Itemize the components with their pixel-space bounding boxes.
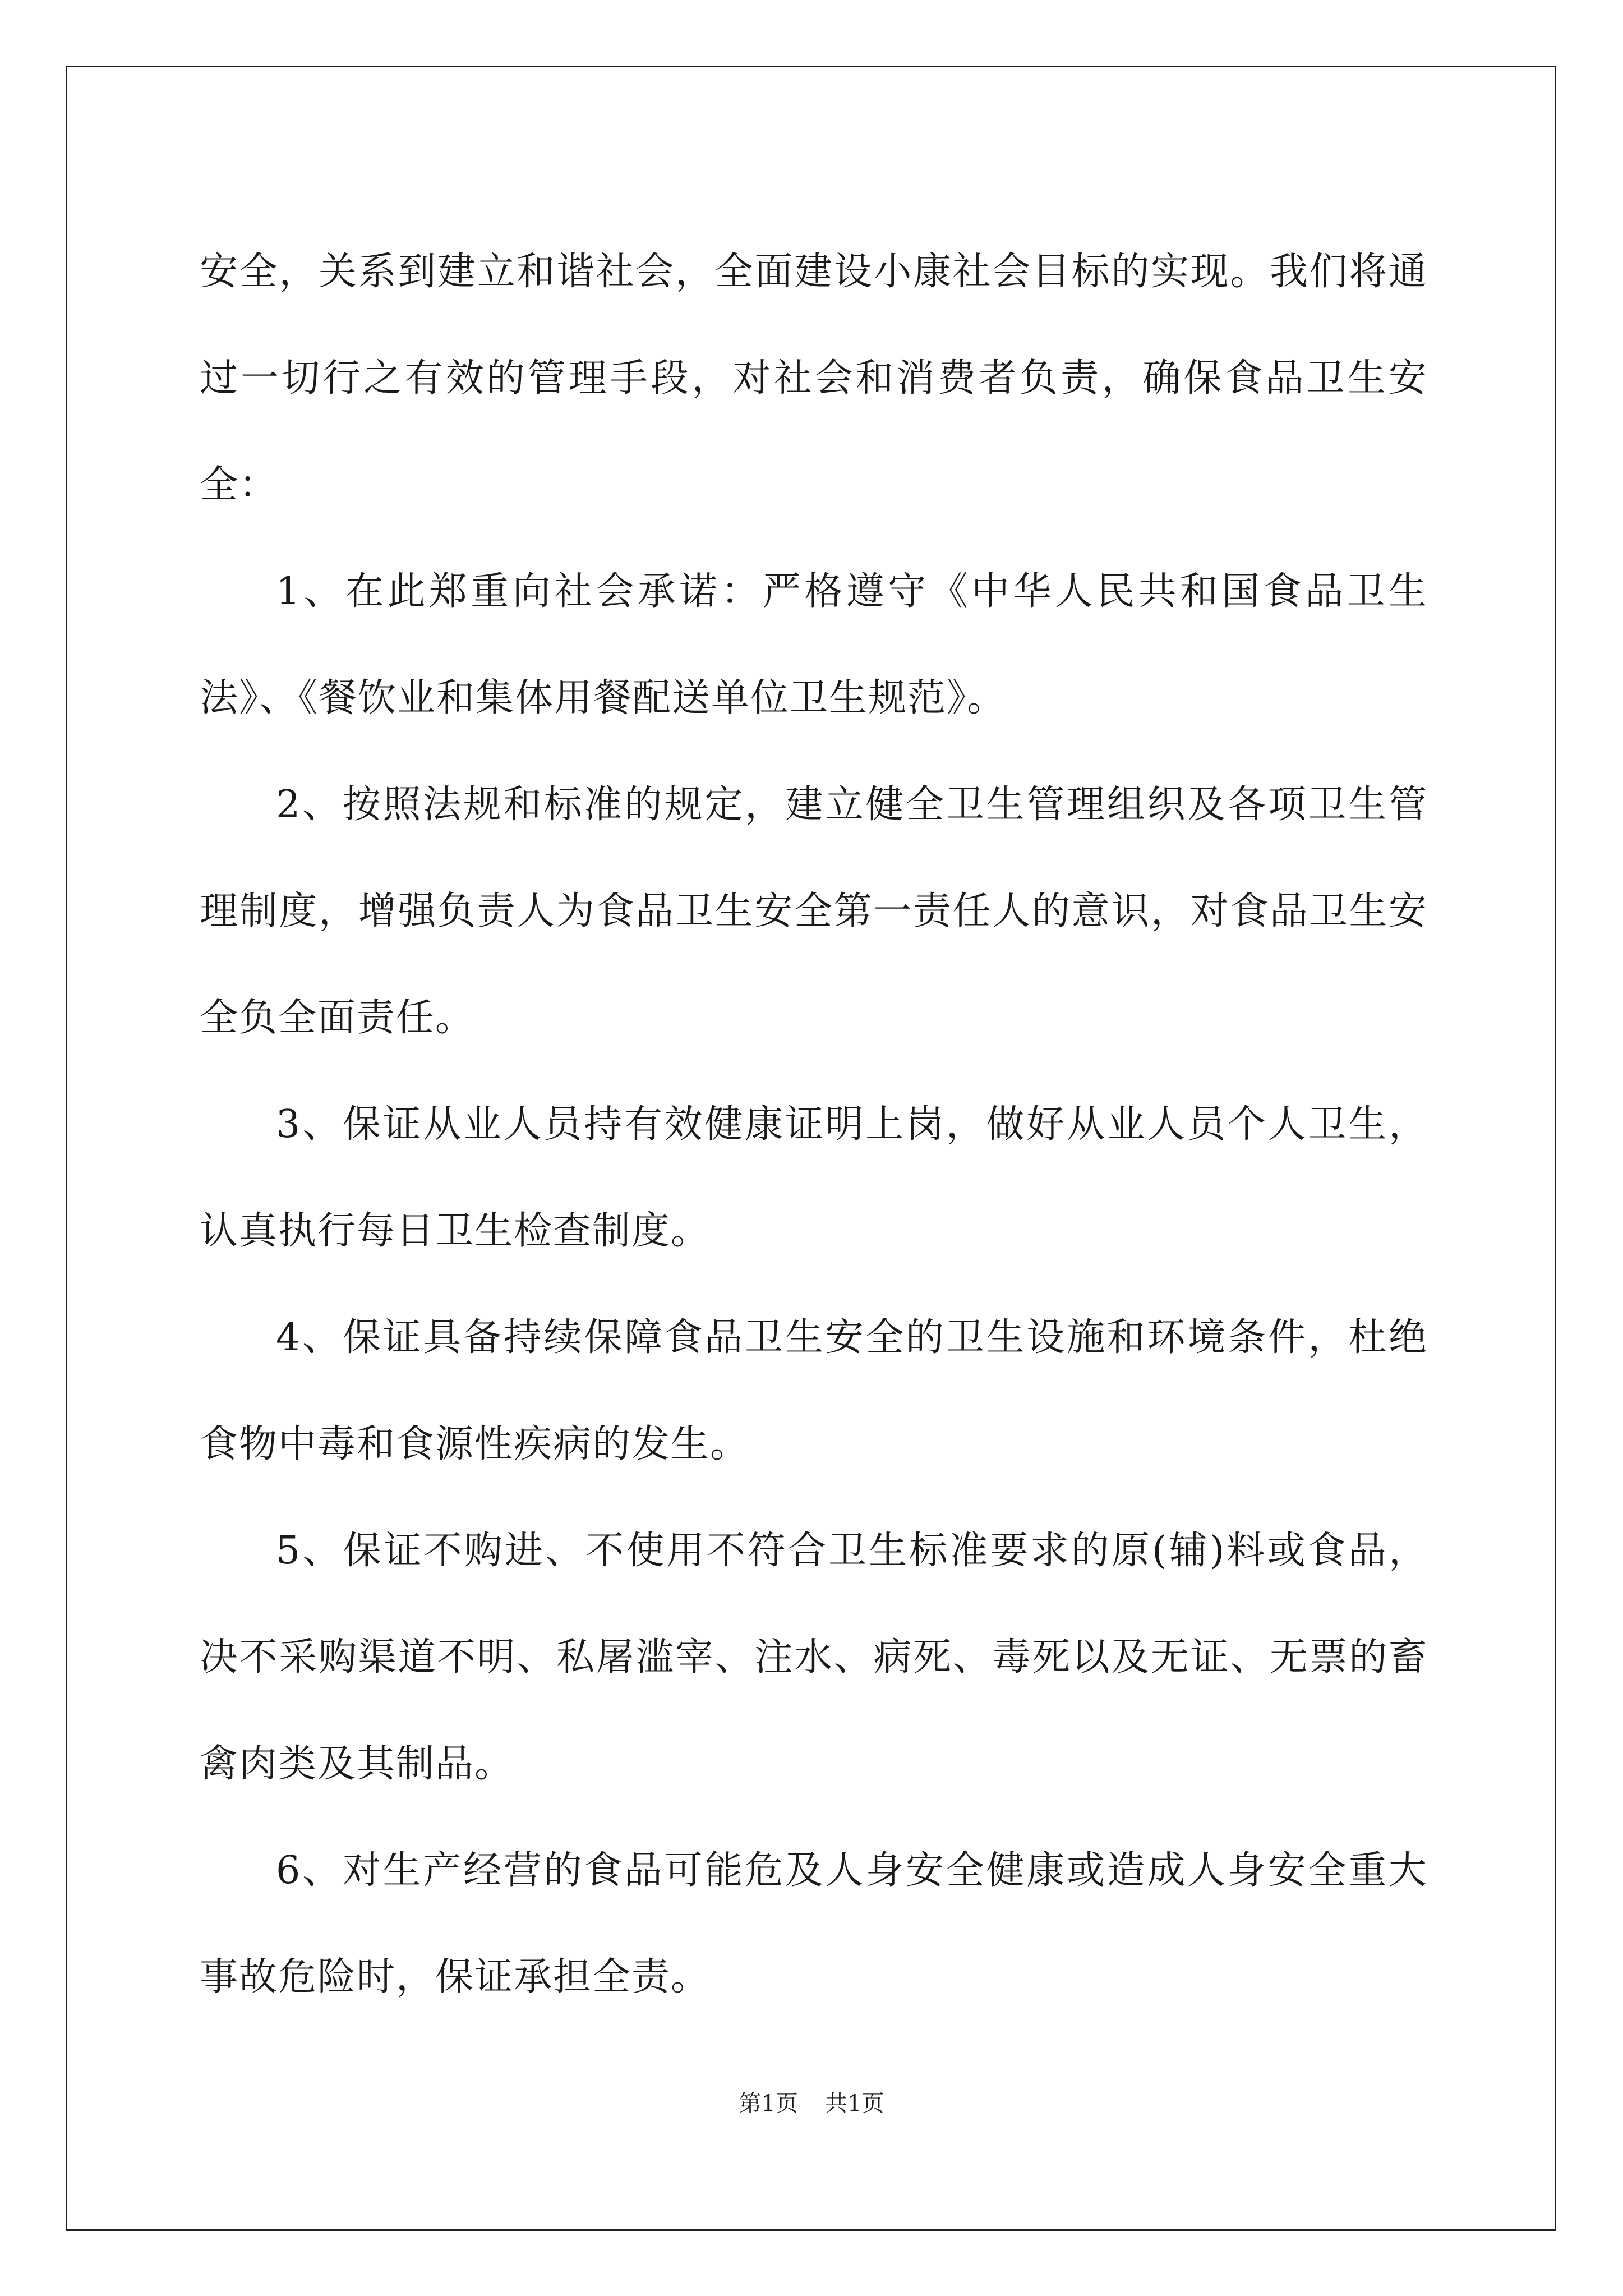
paragraph-item-5: 5、保证不购进、不使用不符合卫生标准要求的原(辅)料或食品，决不采购渠道不明、私屠滥宰、注水、病死、毒死以及无证、无票的畜禽肉类及其制品。 (200, 1529, 1428, 1786)
paragraph-item-1: 1、在此郑重向社会承诺：严格遵守《中华人民共和国食品卫生法》、《餐饮业和集体用餐配送单位卫生规范》。 (200, 569, 1428, 720)
paragraph-intro: 安全，关系到建立和谐社会，全面建设小康社会目标的实现。我们将通过一切行之有效的管理手段，对社会和消费者负责，确保食品卫生安全： (200, 250, 1428, 507)
page-total: 共1页 (825, 2091, 884, 2116)
page-number: 第1页 (739, 2091, 798, 2116)
paragraph-item-2: 2、按照法规和标准的规定，建立健全卫生管理组织及各项卫生管理制度，增强负责人为食品卫生安全第一责任人的意识，对食品卫生安全负全面责任。 (200, 783, 1428, 1040)
paragraph-item-3: 3、保证从业人员持有效健康证明上岗，做好从业人员个人卫生，认真执行每日卫生检查制度。 (200, 1102, 1428, 1253)
paragraph-item-4: 4、保证具备持续保障食品卫生安全的卫生设施和环境条件，杜绝食物中毒和食源性疾病的发生。 (200, 1315, 1428, 1466)
page-footer (0, 2090, 1623, 2118)
document-body (200, 219, 1428, 2031)
paragraph-item-6: 6、对生产经营的食品可能危及人身安全健康或造成人身安全重大事故危险时，保证承担全责。 (200, 1848, 1428, 1999)
